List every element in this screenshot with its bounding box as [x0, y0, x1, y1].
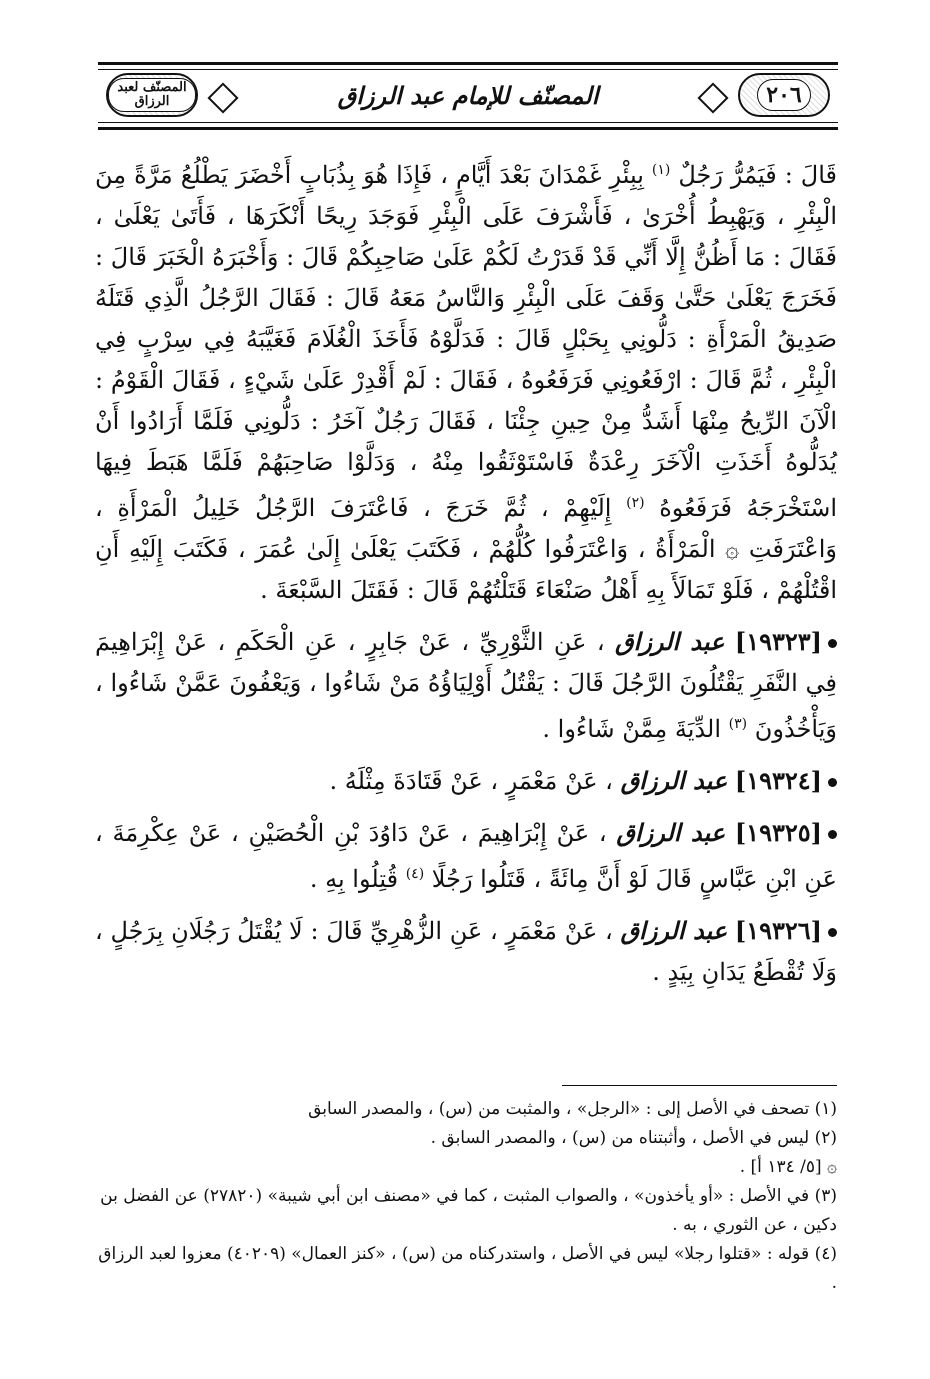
text-segment: إِلَيْهِمْ ، ثُمَّ خَرَجَ ، فَاعْتَرَفَ الرَّجُلُ خَلِيلُ الْمَرْأَةِ ، وَاعْتَرَفَتِ ۞ الْمَرْأَةُ ، وَاعْتَرَفُوا كُلُّهُمْ ، فَكَتَبَ يَعْلَىٰ إِلَىٰ عُمَرَ ، فَكَتَبَ إِلَيْهِ أَنِ اقْتُلْهُمْ ، فَلَوْ تَمَالَأَ بِهِ أَهْلُ صَنْعَاءَ قَتَلْتُهُمْ قَالَ : فَقَتَلَ السَّبْعَةَ . [95, 494, 837, 604]
text-segment: قُتِلُوا بِهِ . [309, 865, 399, 893]
bullet-icon [828, 778, 837, 787]
hadith-entry [95, 812, 837, 900]
paragraph [95, 150, 837, 611]
text-segment: ، عَنِ الثَّوْرِيِّ ، عَنْ جَابِرٍ ، عَنِ الْحَكَمِ ، عَنْ إِبْرَاهِيمَ فِي النَّفَرِ يَقْتُلُونَ الرَّجُلَ قَالَ : يَقْتُلُ أَوْلِيَاؤُهُ مَنْ شَاءُوا ، وَيَعْفُونَ عَمَّنْ شَاءُوا ، وَيَأْخُذُونَ [95, 628, 837, 743]
footnote-item: (٢) ليس في الأصل ، وأثبتناه من (س) ، والمصدر السابق . [430, 1128, 837, 1148]
footnote-marker[interactable]: (١) [651, 162, 671, 178]
text-segment: قَالَ : فَيَمُرُّ رَجُلٌ [678, 161, 837, 189]
hadith-number: [١٩٣٢٣] [734, 627, 822, 656]
hadith-number: [١٩٣٢٤] [734, 766, 822, 795]
page-number: ٢٠٦ [757, 79, 810, 111]
footnote-marker[interactable]: (٤) [405, 866, 425, 882]
narrator-name: عبد الرزاق [616, 818, 726, 847]
footnote-marker[interactable]: (٢) [626, 495, 645, 511]
hadith-entry [95, 621, 837, 750]
hadith-entry [95, 760, 837, 802]
page-header [98, 62, 838, 130]
footnote-marker[interactable]: (٣) [728, 716, 748, 732]
text-segment: بِبِئْرِ غَمْدَانَ بَعْدَ أَيَّامٍ ، فَإِذَا هُوَ بِذُبَابٍ أَخْضَرَ يَطْلُعُ مَرَّةً مِنَ الْبِئْرِ ، وَيَهْبِطُ أُخْرَىٰ ، فَأَشْرَفَ عَلَى الْبِئْرِ فَوَجَدَ رِيحًا أَنْكَرَهَا ، فَأَتَىٰ يَعْلَىٰ ، فَقَالَ : مَا أَظُنُّ إِلَّا أَنِّي قَدْ قَدَرْتُ لَكُمْ عَلَىٰ صَاحِبِكُمْ قَالَ : وَأَخْبَرَهُ الْخَبَرَ قَالَ : فَخَرَجَ يَعْلَىٰ حَتَّىٰ وَقَفَ عَلَى الْبِئْرِ وَالنَّاسُ مَعَهُ قَالَ : فَقَالَ الرَّجُلُ الَّذِي قَتَلَهُ صَدِيقُ الْمَرْأَةِ : دَلُّونِي بِحَبْلٍ قَالَ : فَدَلَّوْهُ فَأَخَذَ الْغُلَامَ فَغَيَّبَهُ فِي سِرْبٍ فِي الْبِئْرِ ، ثُمَّ قَالَ : ارْفَعُونِي فَرَفَعُوهُ ، فَقَالَ : لَمْ أَقْدِرْ عَلَىٰ شَيْءٍ ، فَقَالَ الْقَوْمُ : الْآنَ الرِّيحُ مِنْهَا أَشَدُّ مِنْ حِينِ جِئْنَا ، فَقَالَ رَجُلٌ آخَرُ : دَلُّونِي فَلَمَّا أَرَادُوا أَنْ يُدَلُّوهُ أَخَذَتِ الْآخَرَ رِعْدَةٌ فَاسْتَوْثَقُوا مِنْهُ ، وَدَلَّوْا صَاحِبَهُمْ فَلَمَّا هَبَطَ فِيهَا اسْتَخْرَجَهُ فَرَفَعُوهُ [95, 161, 837, 522]
footnote-item: (٣) في الأصل : «أو يأخذون» ، والصواب المثبت ، كما في «مصنف ابن أبي شيبة» (٢٧٨٢٠) عن الفضل بن دكين ، عن الثوري ، به . [100, 1186, 837, 1235]
hadith-entry [95, 910, 837, 993]
bullet-icon [828, 830, 837, 839]
hadith-number: [١٩٣٢٥] [734, 818, 822, 847]
page-number-badge [738, 73, 830, 117]
footnote-item: (١) تصحف في الأصل إلى : «الرجل» ، والمثبت من (س) ، والمصدر السابق [308, 1099, 837, 1119]
text-segment: ، عَنْ مَعْمَرٍ ، عَنِ الزُّهْرِيِّ قَالَ : لَا يُقْتَلُ رَجُلَانِ بِرَجُلٍ ، وَلَا تُقْطَعُ يَدَانِ بِيَدٍ . [95, 917, 837, 986]
bullet-icon [828, 928, 837, 937]
footnote-item: ۞ [٥/ ١٣٤ أ] . [739, 1157, 837, 1177]
footnote-item: (٤) قوله : «قتلوا رجلا» ليس في الأصل ، واستدركناه من (س) ، «كنز العمال» (٤٠٢٠٩) معزوا لعبد الرزاق . [98, 1244, 837, 1293]
text-segment: ، عَنْ إِبْرَاهِيمَ ، عَنْ دَاوُدَ بْنِ الْحُصَيْنِ ، عَنْ عِكْرِمَةَ ، عَنِ ابْنِ عَبَّاسٍ قَالَ لَوْ أَنَّ مِائَةً ، قَتَلُوا رَجُلًا [95, 819, 837, 893]
narrator-name: عبد الرزاق [620, 916, 728, 945]
narrator-name: عبد الرزاق [620, 766, 728, 795]
narrator-name: عبد الرزاق [615, 627, 725, 656]
footnotes [95, 1095, 837, 1298]
footnote-divider [562, 1085, 837, 1086]
main-text [95, 150, 837, 1003]
emblem-text: المصنّف لعبد الرزاق [108, 78, 196, 112]
running-title: المصنّف للإمام عبد الرزاق [337, 80, 599, 110]
text-segment: الدِّيَةَ مِمَّنْ شَاءُوا . [542, 715, 722, 743]
text-segment: ، عَنْ مَعْمَرٍ ، عَنْ قَتَادَةَ مِثْلَهُ . [329, 767, 613, 795]
bullet-icon [828, 639, 837, 648]
hadith-number: [١٩٣٢٦] [734, 916, 822, 945]
emblem-badge [106, 73, 198, 117]
